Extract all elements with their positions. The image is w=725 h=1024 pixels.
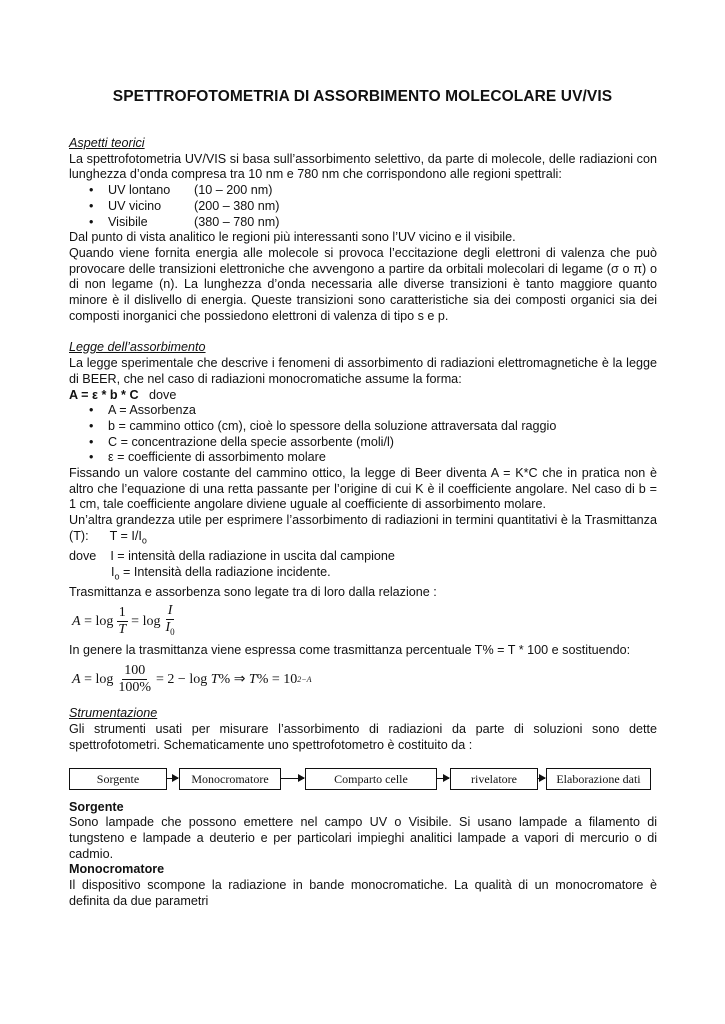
beer-formula: A = ε * b * C bbox=[69, 387, 139, 402]
list-item: • C = concentrazione della specie assorbente (moli/l) bbox=[69, 435, 657, 451]
paragraph: Gli strumenti usati per misurare l’assorbimento di radiazioni da parte di soluzioni sono dette spettrofotometri. Schematicamente uno spettrofotometro è costituito da : bbox=[69, 722, 657, 752]
flow-box-monocromatore: Monocromatore bbox=[179, 768, 281, 790]
paragraph: Trasmittanza e assorbenza sono legate tra di loro dalla relazione : bbox=[69, 585, 437, 600]
paragraph: Dal punto di vista analitico le regioni più interessanti sono l’UV vicino e il visibile. bbox=[69, 230, 516, 245]
paragraph: Quando viene fornita energia alle molecole si provoca l’eccitazione degli elettroni di valenza che può provocare delle transizioni elettroniche che avvengono a partire da orbitali molecolari di legame (σ o π) o di non legame (n). La lunghezza d’onda necessaria alle diverse transizioni è tanto maggiore quanto minore è il dislivello di energia. Queste transizioni sono caratteristiche sia dei composti organici sia dei composti inorganici che possiedono elettroni di valenza di tipo s e p. bbox=[69, 245, 657, 323]
paragraph: Fissando un valore costante del cammino ottico, la legge di Beer diventa A = K*C che in pratica non è altro che l’equazione di una retta passante per l’origine di cui K è il coefficiente angolare. Nel caso di b = 1 cm, tale coefficiente angolare diviene uguale al coefficiente di assorbimento molare. bbox=[69, 466, 657, 512]
section-heading-aspetti: Aspetti teorici bbox=[69, 136, 145, 150]
paragraph: In genere la trasmittanza viene espressa come trasmittanza percentuale T% = T * 100 e sostituendo: bbox=[69, 642, 631, 657]
equation-absorbance-log: A = log $\frac{1}{T}$ = log $\frac{I}{I_0}$ bbox=[72, 603, 175, 638]
flow-arrow bbox=[436, 778, 449, 779]
document-title: SPETTROFOTOMETRIA DI ASSORBIMENTO MOLECOLARE UV/VIS bbox=[112, 88, 613, 105]
paragraph-trasmittanza: Un’altra grandezza utile per esprimere l’assorbimento di radiazioni in termini quantitativi è la Trasmittanza (T): $T = I/I_o$ bbox=[69, 513, 657, 546]
document-body bbox=[69, 136, 657, 909]
variables-list bbox=[69, 403, 657, 466]
section-heading-sorgente: Sorgente bbox=[69, 799, 124, 814]
list-item: • A = Assorbenza bbox=[69, 403, 657, 419]
beer-formula-line: A = ε * b * C dove bbox=[69, 387, 177, 402]
instrument-flow-diagram bbox=[69, 762, 657, 800]
flow-box-comparto-celle: Comparto celle bbox=[305, 768, 437, 790]
paragraph-intro: La spettrofotometria UV/VIS si basa sull’assorbimento selettivo, da parte di molecole, delle radiazioni con lunghezza d’onda compresa tra 10 nm e 780 nm che corrispondono alle regioni spettrali: bbox=[69, 151, 657, 182]
paragraph: La legge sperimentale che descrive i fenomeni di assorbimento di radiazioni elettromagnetiche è la legge di BEER, che nel caso di radiazioni monocromatiche assume la forma: bbox=[69, 356, 657, 386]
flow-box-elaborazione-dati: Elaborazione dati bbox=[546, 768, 651, 790]
list-item: • UV lontano (10 – 200 nm) bbox=[69, 183, 657, 199]
list-item: • UV vicino (200 – 380 nm) bbox=[69, 199, 657, 215]
section-heading-legge: Legge dell’assorbimento bbox=[69, 340, 206, 355]
definition-io: $I_o$ = Intensità della radiazione incidente. bbox=[111, 564, 331, 582]
paragraph: Sono lampade che possono emettere nel campo UV o Visibile. Si usano lampade a filamento di tungsteno e lampade a deuterio e per particolari impieghi analitici lampade a vapori di mercurio o di cadmio. bbox=[69, 815, 657, 861]
equation-percent-transmittance: A = log $\frac{100}{100\%}$ = 2 − log T % ⇒ T % = 10 2−A bbox=[72, 662, 312, 695]
flow-arrow bbox=[280, 778, 304, 779]
regions-list bbox=[69, 183, 657, 230]
flow-arrow bbox=[537, 778, 545, 779]
list-item: • ε = coefficiente di assorbimento molare bbox=[69, 450, 657, 466]
section-heading-monocromatore: Monocromatore bbox=[69, 862, 165, 877]
list-item: • Visibile (380 – 780 nm) bbox=[69, 215, 657, 231]
section-heading-strumentazione: Strumentazione bbox=[69, 706, 158, 721]
paragraph: Il dispositivo scompone la radiazione in bande monocromatiche. La qualità di un monocromatore è definita da due parametri bbox=[69, 878, 657, 908]
flow-arrow bbox=[166, 778, 178, 779]
flow-box-sorgente: Sorgente bbox=[69, 768, 167, 790]
definition-i: dove I = intensità della radiazione in uscita dal campione bbox=[69, 549, 395, 564]
list-item: • b = cammino ottico (cm), cioè lo spessore della soluzione attraversata dal raggio bbox=[69, 419, 657, 435]
flow-box-rivelatore: rivelatore bbox=[450, 768, 538, 790]
